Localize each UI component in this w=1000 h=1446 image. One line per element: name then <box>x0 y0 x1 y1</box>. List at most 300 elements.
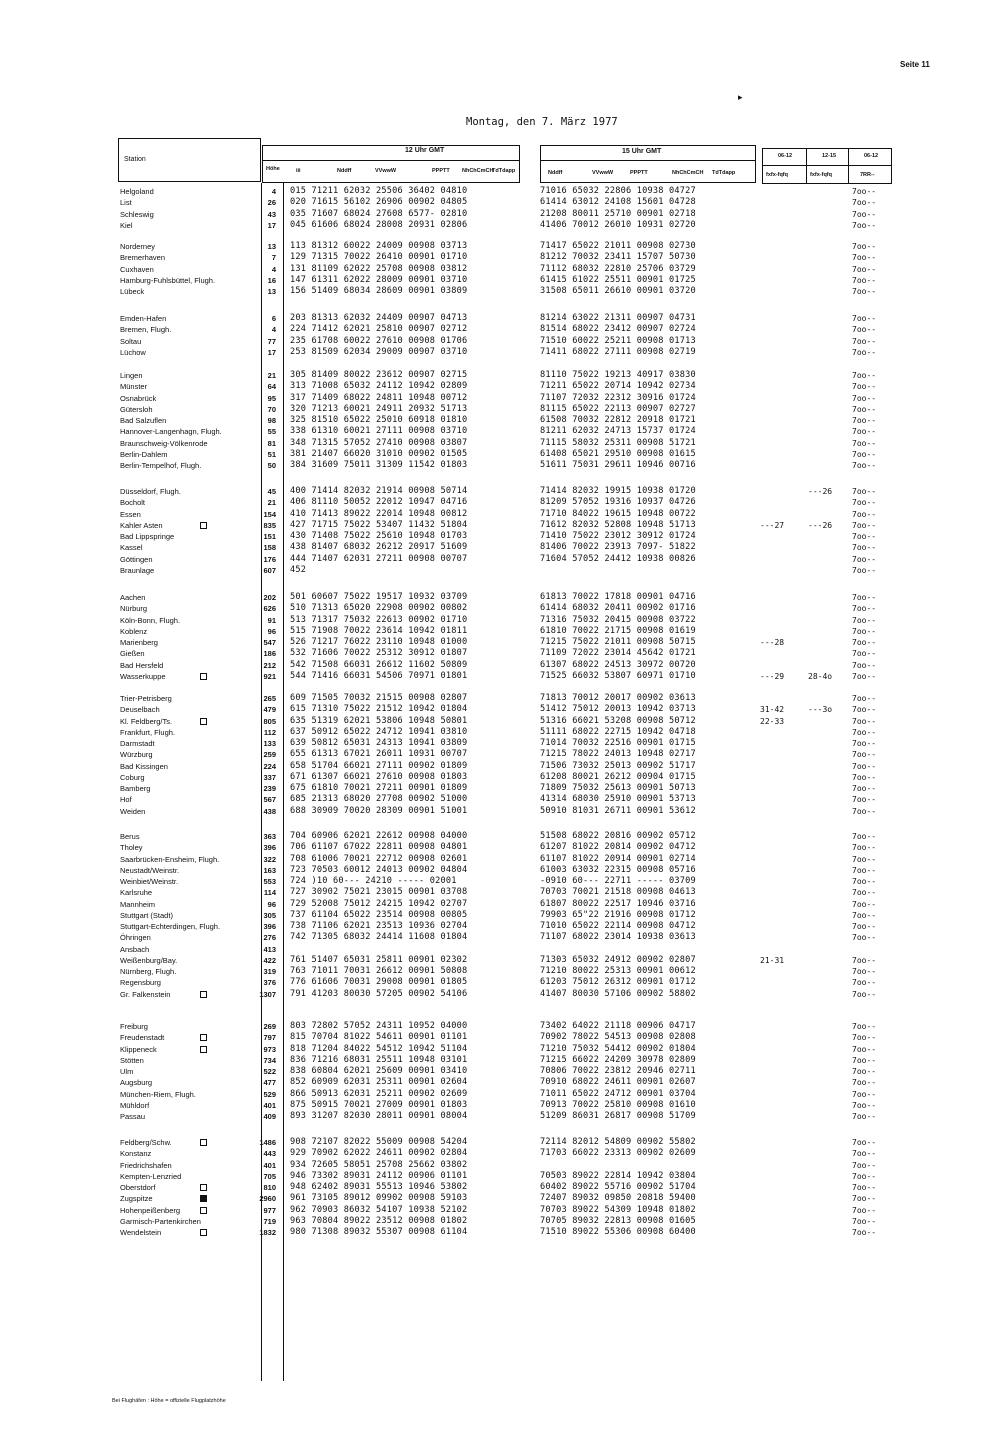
obs-12utc: 761 51407 65031 25811 00901 02302 <box>290 954 468 965</box>
obs-15utc: 71612 82032 52808 10948 51713 <box>540 519 696 530</box>
obs-12utc: 235 61708 60022 27610 00908 01706 <box>290 335 468 346</box>
precip-06-12: 7oo-- <box>852 509 877 519</box>
obs-12utc: 317 71409 68022 24811 10948 00712 <box>290 392 468 403</box>
station-name: Friedrichshafen <box>120 1160 172 1170</box>
precip-06-12: 7oo-- <box>852 371 877 380</box>
station-name: Osnabrück <box>120 393 157 403</box>
table-row <box>0 264 1000 275</box>
obs-15utc: 81214 63022 21311 00907 04731 <box>540 313 696 323</box>
obs-12utc: 803 72802 57052 24311 10952 04000 <box>290 1021 468 1031</box>
obs-12utc: 818 71204 84022 54512 10942 51104 <box>290 1043 468 1054</box>
obs-15utc: 71215 66022 24209 30978 02809 <box>540 1054 696 1065</box>
precip-06-12: 7oo-- <box>852 772 877 782</box>
precip-06-12: 7oo-- <box>852 978 877 988</box>
station-altitude: 1307 <box>259 989 276 999</box>
station-altitude: 401 <box>263 1160 276 1170</box>
obs-12utc: 253 81509 62034 29009 00907 03710 <box>290 346 468 357</box>
obs-15utc: 72114 82012 54809 00902 55802 <box>540 1137 696 1147</box>
table-row <box>0 286 1000 297</box>
precip-06-12: 7oo-- <box>852 198 877 208</box>
obs-12utc: 129 71315 70022 26410 00901 01710 <box>290 252 468 263</box>
station-altitude: 26 <box>267 198 276 208</box>
mountain-station-marker <box>200 991 207 998</box>
precip-06-12: 7oo-- <box>852 325 877 335</box>
obs-15utc: 41406 70012 26010 10931 02720 <box>540 219 696 230</box>
station-name: Berus <box>120 832 140 841</box>
mountain-station-marker <box>200 673 207 680</box>
station-altitude: 21 <box>267 498 276 508</box>
obs-15utc: 61203 75012 26312 00901 01712 <box>540 977 696 988</box>
station-altitude: 4 <box>271 325 276 335</box>
mountain-station-marker <box>200 1229 207 1236</box>
precip-06-12: 7oo-- <box>852 832 877 841</box>
obs-15utc: 71011 65022 24712 00901 03704 <box>540 1088 696 1099</box>
station-altitude: 413 <box>263 944 276 954</box>
obs-15utc: 71016 65032 22806 10938 04727 <box>540 186 696 196</box>
obs-15utc: 71303 65032 24912 00902 02807 <box>540 954 696 965</box>
station-altitude: 396 <box>263 843 276 853</box>
obs-15utc: 70902 78022 54513 00908 02808 <box>540 1032 696 1043</box>
station-altitude: 438 <box>263 806 276 816</box>
obs-12utc: 815 70704 81022 54611 00901 01101 <box>290 1032 468 1043</box>
station-name: Schleswig <box>120 209 154 219</box>
station-altitude: 224 <box>263 761 276 771</box>
obs-12utc: 688 30909 70020 28309 00901 51001 <box>290 805 468 816</box>
station-name: Gütersloh <box>120 404 153 414</box>
obs-12utc: 962 70903 86032 54107 10938 52102 <box>290 1204 468 1215</box>
table-row <box>0 370 1000 381</box>
obs-15utc: 71525 66032 53807 60971 01710 <box>540 670 696 681</box>
t15-col-4: NhChCmCH <box>672 170 704 176</box>
obs-15utc: 61508 70032 22812 20918 01721 <box>540 415 696 425</box>
obs-15utc: 61003 63032 22315 00908 05716 <box>540 864 696 875</box>
table-row <box>0 660 1000 671</box>
obs-12utc: 410 71413 89022 22014 10948 00812 <box>290 508 468 519</box>
obs-12utc: 542 71508 66031 26612 11602 50809 <box>290 659 468 670</box>
table-row <box>0 727 1000 738</box>
precip-06-12: 7oo-- <box>852 1100 877 1110</box>
table-row <box>0 415 1000 426</box>
table-row <box>0 806 1000 817</box>
station-name: Regensburg <box>120 978 161 988</box>
precip-06-12: 7oo-- <box>852 554 877 564</box>
station-altitude: 479 <box>263 705 276 715</box>
precip-06-12: 7oo-- <box>852 626 877 636</box>
station-altitude: 4 <box>271 187 276 196</box>
obs-15utc: 70913 70022 25810 00908 01610 <box>540 1099 696 1110</box>
precip-06-12: 7oo-- <box>852 843 877 853</box>
station-altitude: 158 <box>263 543 276 553</box>
station-name: Bad Lippspringe <box>120 532 175 541</box>
station-name: Deuselbach <box>120 705 160 715</box>
table-row <box>0 887 1000 898</box>
station-altitude: 305 <box>263 910 276 920</box>
table-row <box>0 615 1000 626</box>
station-altitude: 16 <box>267 275 276 285</box>
obs-12utc: 510 71313 65020 22908 00902 00802 <box>290 603 468 614</box>
obs-15utc: 71014 70032 22516 00901 01715 <box>540 738 696 748</box>
precip-06-12: 7oo-- <box>852 520 877 530</box>
station-name: Würzburg <box>120 750 153 760</box>
obs-12utc: 452 <box>290 564 307 575</box>
table-row <box>0 671 1000 682</box>
obs-12utc: 866 50913 62031 25211 00902 02609 <box>290 1088 468 1099</box>
precip-06-12: 7oo-- <box>852 1171 877 1181</box>
precip-06-12: 7oo-- <box>852 427 877 437</box>
obs-15utc: 61414 63012 24108 15601 04728 <box>540 197 696 208</box>
table-row <box>0 460 1000 471</box>
table-row <box>0 693 1000 704</box>
obs-12utc: 438 81407 68032 26212 20917 51609 <box>290 542 468 553</box>
station-altitude: 96 <box>267 899 276 909</box>
precip-06-12: 7oo-- <box>852 449 877 459</box>
table-row <box>0 1044 1000 1055</box>
table-row <box>0 977 1000 988</box>
station-name: Bocholt <box>120 498 146 508</box>
station-name: Bad Salzuflen <box>120 416 167 425</box>
table-row <box>0 899 1000 910</box>
obs-15utc: 61307 68022 24513 30972 00720 <box>540 659 696 670</box>
precip-06-12: 7oo-- <box>852 1022 877 1031</box>
t15-col-3: PPPTT <box>630 170 648 176</box>
table-row <box>0 1182 1000 1193</box>
gust-12-15: 28-4o <box>808 671 833 681</box>
station-altitude: 522 <box>263 1067 276 1076</box>
obs-15utc: 61415 61022 25511 00901 01725 <box>540 274 696 285</box>
precip-06-12: 7oo-- <box>852 989 877 999</box>
precip-06-12: 7oo-- <box>852 336 877 346</box>
precip-06-12: 7oo-- <box>852 1055 877 1065</box>
precip-06-12: 7oo-- <box>852 615 877 625</box>
obs-12utc: 708 61006 70021 22712 00908 02601 <box>290 853 468 864</box>
t12-col-5: TdTdapp <box>492 168 516 174</box>
station-name: Gr. Falkenstein <box>120 989 171 999</box>
obs-12utc: 738 71106 62021 23513 10936 02704 <box>290 921 468 931</box>
obs-15utc: 70705 89032 22813 00908 01605 <box>540 1215 696 1226</box>
station-altitude: 705 <box>263 1171 276 1181</box>
station-name: Hannover-Langenhagn, Flugh. <box>120 427 222 437</box>
table-row <box>0 603 1000 614</box>
precip-06-12: 7oo-- <box>852 1044 877 1054</box>
obs-15utc: 71215 75022 21011 00908 50715 <box>540 637 696 647</box>
obs-15utc: 70703 70021 21518 00908 04613 <box>540 887 696 898</box>
precip-06-12: 7oo-- <box>852 761 877 771</box>
obs-15utc: 81406 70022 23913 7097- 51822 <box>540 542 696 553</box>
table-row <box>0 1111 1000 1122</box>
precip-06-12: 7oo-- <box>852 955 877 965</box>
table-row <box>0 704 1000 715</box>
obs-15utc: 81115 65022 22113 00907 02727 <box>540 403 696 414</box>
station-name: Frankfurt, Flugh. <box>120 727 176 737</box>
station-altitude: 81 <box>267 438 276 448</box>
table-row <box>0 542 1000 553</box>
hoehe-header: Höhe <box>266 166 280 172</box>
obs-12utc: 658 51704 66021 27111 00902 01809 <box>290 760 468 771</box>
table-row <box>0 1205 1000 1216</box>
precip-06-12: 7oo-- <box>852 750 877 760</box>
obs-12utc: 704 60906 62021 22612 00908 04000 <box>290 831 468 841</box>
precip-06-12: 7oo-- <box>852 795 877 805</box>
obs-15utc: 71813 70012 20017 00902 03613 <box>540 693 696 703</box>
station-altitude: 43 <box>267 209 276 219</box>
precip-06-12: 7oo-- <box>852 739 877 748</box>
precip-06-12: 7oo-- <box>852 865 877 875</box>
obs-15utc: 71107 68022 23014 10938 03613 <box>540 932 696 943</box>
precip-06-12: 7oo-- <box>852 253 877 263</box>
station-name: Essen <box>120 509 141 519</box>
precip-06-12: 7oo-- <box>852 287 877 296</box>
obs-15utc: 70703 89022 54309 10948 01802 <box>540 1204 696 1215</box>
obs-12utc: 400 71414 82032 21914 00908 50714 <box>290 486 468 496</box>
precip-06-12: 7oo-- <box>852 877 877 886</box>
station-altitude: 51 <box>267 449 276 459</box>
precip-06-12: 7oo-- <box>852 187 877 196</box>
station-name: Zugspitze <box>120 1194 153 1204</box>
precip-06-12: 7oo-- <box>852 393 877 403</box>
table-row <box>0 1032 1000 1043</box>
obs-12utc: 430 71408 75022 25610 10948 01703 <box>290 531 468 541</box>
obs-15utc: 71210 75032 54412 00902 01804 <box>540 1043 696 1054</box>
obs-12utc: 961 73105 89012 09902 00908 59103 <box>290 1193 468 1204</box>
station-name: Coburg <box>120 772 145 782</box>
station-altitude: 7 <box>271 253 276 263</box>
obs-12utc: 406 81110 50052 22012 10947 04716 <box>290 497 468 508</box>
obs-15utc: 71211 65022 20714 10942 02734 <box>540 381 696 392</box>
table-row <box>0 449 1000 460</box>
table-row <box>0 197 1000 208</box>
table-row <box>0 761 1000 772</box>
station-altitude: 376 <box>263 978 276 988</box>
obs-15utc: 51508 68022 20816 00902 05712 <box>540 831 696 841</box>
station-name: Neustadt/Weinstr. <box>120 865 180 875</box>
precip-06-12: 7oo-- <box>852 1205 877 1215</box>
obs-15utc: 81514 68022 23412 00907 02724 <box>540 324 696 335</box>
obs-12utc: 381 21407 66020 31010 00902 01505 <box>290 448 468 459</box>
precip-06-12: 7oo-- <box>852 1078 877 1088</box>
extra-col-2: 12-15 <box>822 153 837 159</box>
precip-06-12: 7oo-- <box>852 593 877 602</box>
precip-06-12: 7oo-- <box>852 727 877 737</box>
station-name: Weißenburg/Bay. <box>120 955 178 965</box>
station-altitude: 13 <box>267 242 276 251</box>
station-altitude: 2960 <box>259 1194 276 1204</box>
obs-12utc: 685 21313 68020 27708 00902 51000 <box>290 794 468 805</box>
table-row <box>0 1171 1000 1182</box>
precip-06-12: 7oo-- <box>852 543 877 553</box>
t12-header-box <box>262 145 520 183</box>
obs-15utc: 70503 89022 22814 10942 03804 <box>540 1170 696 1181</box>
station-altitude: 55 <box>267 427 276 437</box>
station-name: Münster <box>120 382 148 392</box>
precip-06-12: 7oo-- <box>852 532 877 541</box>
obs-15utc: 71109 72022 23014 45642 01721 <box>540 648 696 659</box>
station-name: Stuttgart-Echterdingen, Flugh. <box>120 922 221 931</box>
station-name: Norderney <box>120 242 156 251</box>
precip-06-12: 7oo-- <box>852 1216 877 1226</box>
obs-12utc: 836 71216 68031 25511 10948 03101 <box>290 1054 468 1065</box>
mountain-station-marker <box>200 1046 207 1053</box>
obs-15utc: 71510 89022 55306 00908 60400 <box>540 1227 696 1237</box>
extra-header-rule <box>762 165 892 166</box>
mountain-station-marker <box>200 1184 207 1191</box>
table-row <box>0 626 1000 637</box>
station-altitude: 977 <box>263 1205 276 1215</box>
table-row <box>0 716 1000 727</box>
obs-15utc: 71215 78022 24013 10948 02717 <box>540 749 696 760</box>
obs-12utc: 348 71315 57052 27410 00908 03807 <box>290 437 468 448</box>
t15-col-1: Nddff <box>548 170 563 176</box>
table-row <box>0 749 1000 760</box>
obs-15utc: -0910 60--- 22711 ----- 03709 <box>540 876 696 886</box>
precip-06-12: 7oo-- <box>852 314 877 323</box>
mountain-station-marker <box>200 1034 207 1041</box>
obs-15utc: 81110 75022 19213 40917 03830 <box>540 370 696 380</box>
precip-06-12: 7oo-- <box>852 264 877 274</box>
obs-15utc: 71604 57052 24412 10938 00826 <box>540 553 696 564</box>
t15-title: 15 Uhr GMT <box>622 148 662 155</box>
station-altitude: 973 <box>263 1044 276 1054</box>
station-altitude: 797 <box>263 1033 276 1043</box>
obs-12utc: 020 71615 56102 26906 00902 04805 <box>290 197 468 208</box>
table-row <box>0 1077 1000 1088</box>
obs-15utc: 61813 70022 17818 00901 04716 <box>540 592 696 602</box>
obs-12utc: 639 50812 65031 24313 10941 03809 <box>290 738 468 748</box>
precip-06-12: 7oo-- <box>852 910 877 920</box>
obs-12utc: 729 52008 75012 24215 10942 02707 <box>290 898 468 909</box>
station-name: Wendelstein <box>120 1228 162 1237</box>
station-altitude: 45 <box>267 487 276 496</box>
precip-06-12: 7oo-- <box>852 784 877 793</box>
obs-12utc: 908 72107 82022 55009 00908 54204 <box>290 1137 468 1147</box>
obs-12utc: 727 30902 75021 23015 00901 03708 <box>290 887 468 898</box>
station-altitude: 734 <box>263 1055 276 1065</box>
table-row <box>0 794 1000 805</box>
obs-15utc: 70806 70022 23812 20946 02711 <box>540 1066 696 1076</box>
station-name: Braunschweig-Völkenrode <box>120 438 208 448</box>
station-name: Nürburg <box>120 604 148 614</box>
station-name: Lüchow <box>120 347 146 357</box>
station-altitude: 422 <box>263 955 276 965</box>
obs-15utc: 71703 66022 23313 00902 02609 <box>540 1148 696 1159</box>
precip-06-12: 7oo-- <box>852 438 877 448</box>
t12-col-4: NhChCmCH <box>462 168 494 174</box>
station-name: Kiel <box>120 220 133 230</box>
table-row <box>0 637 1000 648</box>
obs-15utc: 60402 89022 55716 00902 51704 <box>540 1182 696 1192</box>
station-name: Stötten <box>120 1055 144 1065</box>
table-row <box>0 252 1000 263</box>
station-altitude: 322 <box>263 854 276 864</box>
station-name: Tholey <box>120 843 143 853</box>
gust-06-12: 21-31 <box>760 955 785 965</box>
precip-06-12: 7oo-- <box>852 1194 877 1204</box>
obs-12utc: 671 61307 66021 27610 00908 01803 <box>290 771 468 782</box>
precip-06-12: 7oo-- <box>852 1112 877 1121</box>
station-name: Lingen <box>120 371 143 380</box>
table-row <box>0 854 1000 865</box>
obs-12utc: 427 71715 75022 53407 11432 51804 <box>290 519 468 530</box>
precip-06-12: 7oo-- <box>852 347 877 357</box>
obs-15utc: 51611 75031 29611 10946 00716 <box>540 460 696 470</box>
table-row <box>0 426 1000 437</box>
table-row <box>0 783 1000 794</box>
precip-06-12: 7oo-- <box>852 1228 877 1237</box>
station-name: Hof <box>120 795 132 805</box>
extra-col-1: 06-12 <box>778 153 793 159</box>
obs-12utc: 609 71505 70032 21515 00908 02807 <box>290 693 468 703</box>
obs-12utc: 113 81312 60022 24009 00908 03713 <box>290 241 468 251</box>
table-row <box>0 955 1000 966</box>
station-name: Augsburg <box>120 1078 153 1088</box>
station-altitude: 239 <box>263 784 276 793</box>
obs-12utc: 675 61810 70021 27211 00901 01809 <box>290 783 468 793</box>
station-altitude: 401 <box>263 1100 276 1110</box>
gust-12-15: ---3o <box>808 705 833 715</box>
obs-12utc: 929 70902 62022 24611 00902 02804 <box>290 1148 468 1159</box>
station-altitude: 1486 <box>259 1138 276 1147</box>
footnote: Bei Flughäfen : Höhe = offizielle Flugplatzhöhe <box>112 1398 226 1404</box>
station-name: Hamburg-Fuhlsbüttel, Flugh. <box>120 275 216 285</box>
obs-15utc: 71510 60022 25211 00908 01713 <box>540 335 696 346</box>
precip-06-12: 7oo-- <box>852 854 877 864</box>
table-row <box>0 509 1000 520</box>
gust-06-12: 22-33 <box>760 716 785 726</box>
station-name: Lübeck <box>120 287 145 296</box>
table-row <box>0 738 1000 749</box>
obs-12utc: 875 50915 70021 27009 00901 01803 <box>290 1099 468 1110</box>
table-row <box>0 592 1000 603</box>
station-altitude: 810 <box>263 1183 276 1192</box>
station-name: Bad Kissingen <box>120 761 168 771</box>
station-altitude: 363 <box>263 832 276 841</box>
station-altitude: 553 <box>263 877 276 886</box>
mountain-station-marker <box>200 522 207 529</box>
obs-15utc: 51111 68022 22715 10942 04718 <box>540 726 696 737</box>
station-name: Emden-Hafen <box>120 314 167 323</box>
station-name: Klippeneck <box>120 1044 157 1054</box>
obs-12utc: 763 71011 70031 26612 00901 50808 <box>290 966 468 976</box>
obs-12utc: 147 61311 62022 28009 00901 03710 <box>290 274 468 285</box>
station-altitude: 719 <box>263 1216 276 1226</box>
station-altitude: 112 <box>263 727 276 737</box>
station-name: Berlin-Tempelhof, Flugh. <box>120 461 202 470</box>
mountain-station-filled-marker <box>200 1195 207 1202</box>
table-row <box>0 831 1000 842</box>
precip-06-12: 7oo-- <box>852 933 877 943</box>
obs-15utc: 71414 82032 19915 10938 01720 <box>540 486 696 496</box>
station-name: Düsseldorf, Flugh. <box>120 487 181 496</box>
station-name: Braunlage <box>120 565 155 575</box>
precip-06-12: 7oo-- <box>852 638 877 647</box>
station-name: Helgoland <box>120 187 154 196</box>
station-altitude: 77 <box>267 336 276 346</box>
page-number: Seite 11 <box>900 60 930 69</box>
precip-06-12: 7oo-- <box>852 649 877 659</box>
table-row <box>0 486 1000 497</box>
obs-12utc: 655 61313 67021 26011 10931 00707 <box>290 749 468 760</box>
precip-06-12: 7oo-- <box>852 461 877 470</box>
precip-06-12: 7oo-- <box>852 565 877 575</box>
station-altitude: 64 <box>267 382 276 392</box>
station-altitude: 269 <box>263 1022 276 1031</box>
table-row <box>0 438 1000 449</box>
obs-15utc: 72407 89032 09850 20818 59400 <box>540 1193 696 1204</box>
obs-12utc: 224 71412 62021 25810 00907 02712 <box>290 324 468 335</box>
obs-12utc: 946 73302 89031 24112 00906 01101 <box>290 1170 468 1181</box>
obs-15utc: 41314 68030 25910 00901 53713 <box>540 794 696 805</box>
station-altitude: 276 <box>263 933 276 943</box>
obs-12utc: 015 71211 62032 25506 36402 04810 <box>290 186 468 196</box>
